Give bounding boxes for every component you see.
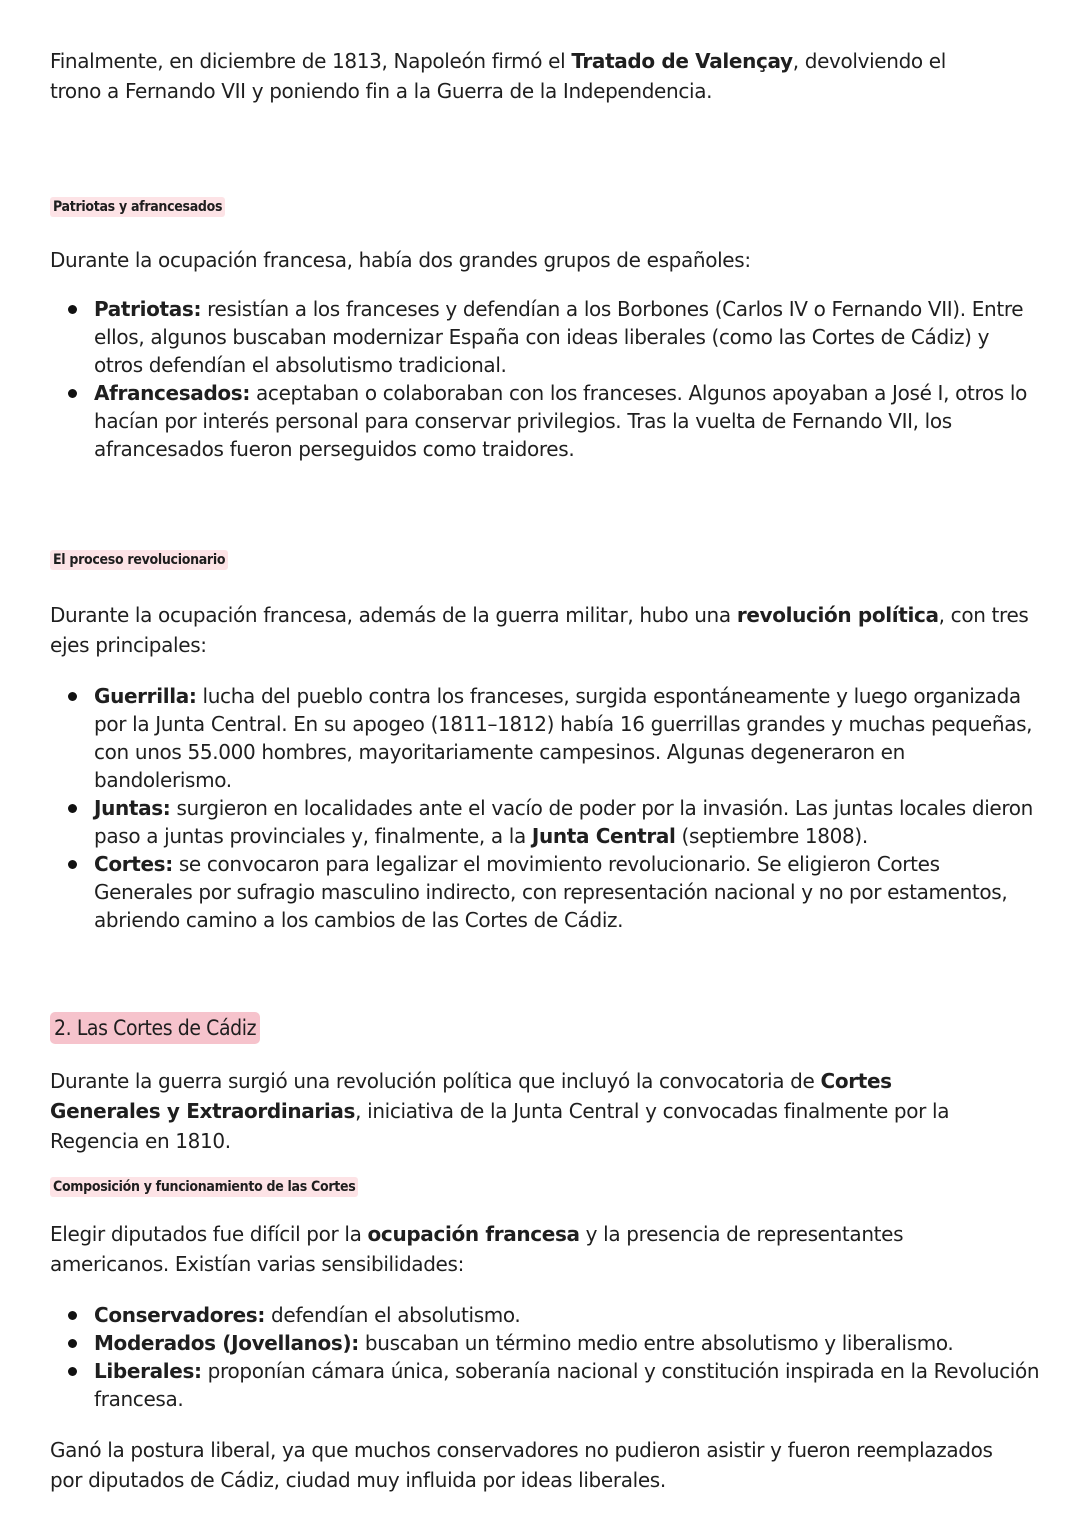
patriotas-list <box>50 295 1040 463</box>
list-item: Guerrilla: lucha del pueblo contra los franceses, surgida espontáneamente y luego organizada por la Junta Central. En su apogeo (1811–1812) había 16 guerrillas grandes y muchas pequeñas, con unos 55.000 hombres, mayoritariamente campesinos. Algunas degeneraron en bandolerismo. <box>94 682 1040 794</box>
bullet-icon <box>68 305 77 314</box>
bullet-icon <box>68 692 77 701</box>
closing-paragraph: Ganó la postura liberal, ya que muchos conservadores no pudieron asistir y fueron reemplazados por diputados de Cádiz, ciudad muy influida por ideas liberales. <box>50 1438 993 1492</box>
composicion-intro: Elegir diputados fue difícil por la ocupación francesa y la presencia de representantes americanos. Existían varias sensibilidades: <box>50 1222 904 1276</box>
list-item: Afrancesados: aceptaban o colaboraban con los franceses. Algunos apoyaban a José I, otros lo hacían por interés personal para conservar privilegios. Tras la vuelta de Fernando VII, los afrancesados fueron perseguidos como traidores. <box>94 379 1040 463</box>
proceso-list <box>50 682 1040 934</box>
list-item: Liberales: proponían cámara única, soberanía nacional y constitución inspirada en la Revolución francesa. <box>94 1357 1040 1413</box>
list-item: Moderados (Jovellanos): buscaban un término medio entre absolutismo y liberalismo. <box>94 1329 1040 1357</box>
bullet-icon <box>68 1311 77 1320</box>
heading-composicion: Composición y funcionamiento de las Cortes <box>50 1177 358 1197</box>
sensibilidades-list <box>50 1301 1040 1413</box>
bullet-icon <box>68 389 77 398</box>
intro-paragraph: Finalmente, en diciembre de 1813, Napoleón firmó el Tratado de Valençay, devolviendo el trono a Fernando VII y poniendo fin a la Guerra de la Independencia. <box>50 49 946 103</box>
cortes-intro: Durante la guerra surgió una revolución política que incluyó la convocatoria de Cortes Generales y Extraordinarias, iniciativa de la Junta Central y convocadas finalmente por la Regencia en 1810. <box>50 1069 950 1153</box>
heading-cortes-cadiz: 2. Las Cortes de Cádiz <box>50 1012 260 1044</box>
list-item: Cortes: se convocaron para legalizar el movimiento revolucionario. Se eligieron Cortes Generales por sufragio masculino indirecto, con representación nacional y no por estamentos, abriendo camino a los cambios de las Cortes de Cádiz. <box>94 850 1040 934</box>
list-item: Juntas: surgieron en localidades ante el vacío de poder por la invasión. Las juntas locales dieron paso a juntas provinciales y, finalmente, a la Junta Central (septiembre 1808). <box>94 794 1040 850</box>
bullet-icon <box>68 804 77 813</box>
treaty-name: Tratado de Valençay <box>571 49 793 73</box>
bullet-icon <box>68 1367 77 1376</box>
list-item: Conservadores: defendían el absolutismo. <box>94 1301 1040 1329</box>
patriotas-intro: Durante la ocupación francesa, había dos grandes grupos de españoles: <box>50 248 751 272</box>
bullet-icon <box>68 860 77 869</box>
heading-proceso: El proceso revolucionario <box>50 550 228 570</box>
proceso-intro: Durante la ocupación francesa, además de la guerra militar, hubo una revolución política, con tres ejes principales: <box>50 603 1029 657</box>
document-page <box>50 46 1040 1495</box>
heading-patriotas: Patriotas y afrancesados <box>50 197 225 217</box>
bullet-icon <box>68 1339 77 1348</box>
list-item: Patriotas: resistían a los franceses y defendían a los Borbones (Carlos IV o Fernando VII). Entre ellos, algunos buscaban modernizar España con ideas liberales (como las Cortes de Cádiz) y otros defendían el absolutismo tradicional. <box>94 295 1040 379</box>
